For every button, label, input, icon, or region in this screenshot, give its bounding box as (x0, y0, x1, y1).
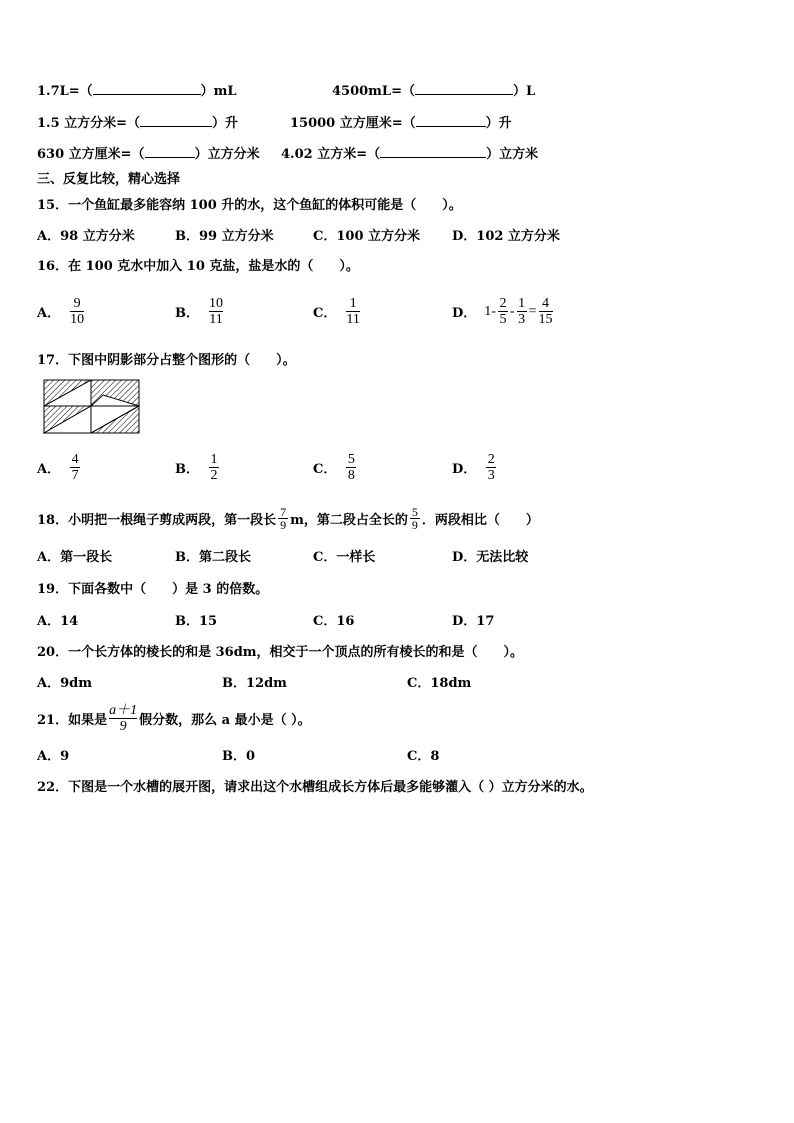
fraction: $\frac{1}{3}$ (518, 296, 526, 327)
conv-row1-left: 1.7L=（ ）mL (37, 84, 237, 99)
q17-stem: 17．下图中阴影部分占整个图形的（ ）。 (37, 353, 296, 368)
q18-option-b[interactable]: B．第二段长 (175, 550, 251, 565)
q19-option-a[interactable]: A．14 (37, 614, 79, 629)
fraction: $\frac{5}{8}$ (347, 452, 355, 483)
conv-row3-right: 4.02 立方米=（ ）立方米 (281, 147, 539, 162)
q18-option-d[interactable]: D．无法比较 (452, 550, 529, 565)
q15-stem: 15．一个鱼缸最多能容纳 100 升的水，这个鱼缸的体积可能是（ ）。 (37, 198, 462, 213)
fraction: $\frac{1}{2}$ (210, 452, 218, 483)
q18-option-c[interactable]: C．一样长 (313, 550, 376, 565)
answer-blank[interactable] (415, 83, 513, 95)
q16-option-d[interactable]: D． 1- $\frac{2}{5}$ - $\frac{1}{3}$ = $\frac{4}{15}$ (452, 296, 553, 327)
fraction: $\frac{1}{11}$ (346, 296, 360, 327)
answer-blank[interactable] (145, 146, 195, 158)
conv-row2-right: 15000 立方厘米=（ ）升 (290, 116, 512, 131)
fraction: $\frac{9}{10}$ (70, 296, 85, 327)
conv-row1-right: 4500mL=（ ）L (332, 84, 536, 99)
q19-stem: 19．下面各数中（ ）是 3 的倍数。 (37, 582, 269, 597)
answer-blank[interactable] (140, 115, 212, 127)
conv-row2-left: 1.5 立方分米=（ ）升 (37, 116, 239, 131)
q21-stem: 21．如果是 $\frac{a+1}{9}$ 假分数，那么 a 最小是（ ）。 (37, 703, 311, 734)
q20-option-b[interactable]: B．12dm (222, 676, 287, 691)
q16-option-b[interactable]: B． $\frac{10}{11}$ (175, 296, 223, 327)
q22-stem: 22．下图是一个水槽的展开图，请求出这个水槽组成长方体后最多能够灌入（ ）立方分米的水。 (37, 780, 593, 795)
fraction: $\frac{a+1}{9}$ (109, 703, 138, 734)
q16-option-a[interactable]: A． $\frac{9}{10}$ (37, 296, 85, 327)
q15-option-c[interactable]: C．100 立方分米 (313, 229, 421, 244)
q18-stem: 18．小明把一根绳子剪成两段，第一段长 $\frac{7}{9}$ m，第二段占全长的 $\frac{5}{9}$ ．两段相比（ ） (37, 505, 539, 532)
q20-option-a[interactable]: A．9dm (37, 676, 92, 691)
q17-option-a[interactable]: A． $\frac{4}{7}$ (37, 452, 79, 483)
q20-stem: 20．一个长方体的棱长的和是 36dm，相交于一个顶点的所有棱长的和是（ ）。 (37, 645, 524, 660)
q20-option-c[interactable]: C．18dm (407, 676, 472, 691)
conv-row3-left: 630 立方厘米=（ ）立方分米 (37, 147, 260, 162)
fraction: $\frac{4}{7}$ (71, 452, 79, 483)
q18-option-a[interactable]: A．第一段长 (37, 550, 113, 565)
q16-stem: 16．在 100 克水中加入 10 克盐，盐是水的（ ）。 (37, 259, 359, 274)
answer-blank[interactable] (416, 115, 486, 127)
q17-option-b[interactable]: B． $\frac{1}{2}$ (175, 452, 218, 483)
q21-option-b[interactable]: B．0 (222, 749, 256, 764)
section-title: 三、反复比较，精心选择 (37, 172, 181, 187)
q19-option-c[interactable]: C．16 (313, 614, 355, 629)
fraction: $\frac{5}{9}$ (411, 505, 418, 532)
q19-option-b[interactable]: B．15 (175, 614, 218, 629)
q19-option-d[interactable]: D．17 (452, 614, 495, 629)
q15-option-a[interactable]: A．98 立方分米 (37, 229, 135, 244)
fraction: $\frac{2}{3}$ (487, 452, 495, 483)
q21-option-a[interactable]: A．9 (37, 749, 70, 764)
fraction: $\frac{4}{15}$ (538, 296, 553, 327)
answer-blank[interactable] (380, 146, 486, 158)
q15-option-b[interactable]: B．99 立方分米 (175, 229, 274, 244)
fraction: $\frac{7}{9}$ (280, 505, 287, 532)
q17-option-c[interactable]: C． $\frac{5}{8}$ (313, 452, 355, 483)
q15-option-d[interactable]: D．102 立方分米 (452, 229, 560, 244)
fraction: $\frac{10}{11}$ (209, 296, 223, 327)
q21-option-c[interactable]: C．8 (407, 749, 440, 764)
fraction: $\frac{2}{5}$ (499, 296, 507, 327)
answer-blank[interactable] (93, 83, 201, 95)
q16-option-c[interactable]: C． $\frac{1}{11}$ (313, 296, 360, 327)
q17-option-d[interactable]: D． $\frac{2}{3}$ (452, 452, 495, 483)
shaded-triangle (44, 380, 91, 406)
shaded-figure (43, 379, 140, 435)
